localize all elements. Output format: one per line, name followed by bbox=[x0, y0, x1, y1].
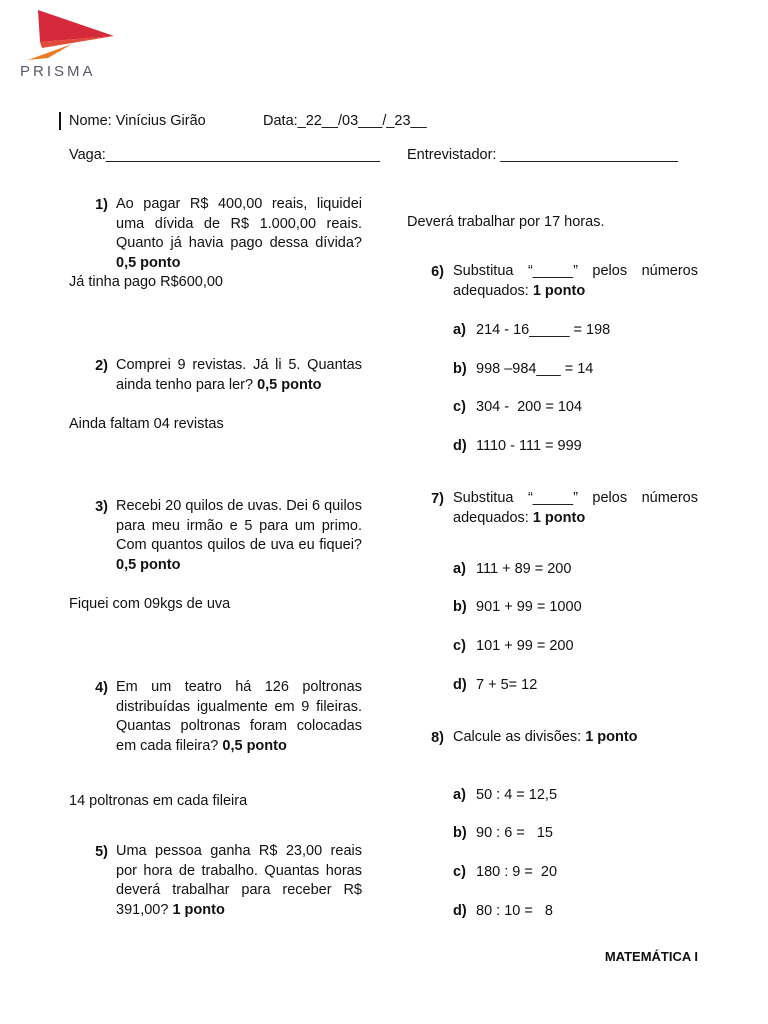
question-text: Substitua “_____” pelos números adequados: bbox=[453, 490, 698, 526]
question-number: 8) bbox=[431, 730, 444, 746]
answer-4: 14 poltronas em cada fileira bbox=[69, 793, 248, 809]
question-number: 4) bbox=[95, 680, 108, 696]
name-field: Nome: Vinícius Girão bbox=[69, 113, 206, 129]
item-text: 90 : 6 = 15 bbox=[476, 825, 553, 841]
item-text: 50 : 4 = 12,5 bbox=[476, 787, 558, 803]
header-bar bbox=[59, 112, 61, 130]
answer-3: Fiquei com 09kgs de uva bbox=[69, 596, 231, 612]
question-points: 0,5 ponto bbox=[222, 737, 287, 754]
question-number: 2) bbox=[95, 358, 108, 374]
question-number: 5) bbox=[95, 844, 108, 860]
question-number: 1) bbox=[95, 197, 108, 213]
question-points: 0,5 ponto bbox=[116, 556, 181, 573]
question-number: 7) bbox=[431, 491, 444, 507]
item-letter: b) bbox=[453, 825, 467, 841]
question-points: 1 ponto bbox=[172, 901, 225, 918]
question-text: Uma pessoa ganha R$ 23,00 reais por hora de trabalho. Quantas horas deverá trabalhar para receber R$ 391,00? bbox=[116, 843, 362, 918]
question-6-text bbox=[453, 262, 698, 301]
question-text: Ao pagar R$ 400,00 reais, liquidei uma dívida de R$ 1.000,00 reais. Quanto já havia pago dessa dívida? bbox=[116, 196, 362, 252]
entrevistador-field: Entrevistador: ______________________ bbox=[407, 147, 678, 163]
item-text: 304 - 200 = 104 bbox=[476, 399, 583, 415]
question-2-text bbox=[116, 356, 362, 395]
item-letter: a) bbox=[453, 787, 466, 803]
question-1-text bbox=[116, 195, 362, 273]
question-text: Calcule as divisões: bbox=[453, 729, 582, 745]
footer-subject: MATEMÁTICA I bbox=[604, 949, 698, 964]
question-3-text bbox=[116, 497, 362, 575]
item-letter: c) bbox=[453, 399, 466, 415]
question-8-text bbox=[453, 728, 698, 748]
question-4-text bbox=[116, 678, 362, 756]
question-points: 1 ponto bbox=[532, 282, 586, 299]
question-number: 6) bbox=[431, 264, 444, 280]
answer-5: Deverá trabalhar por 17 horas. bbox=[407, 214, 605, 230]
item-letter: d) bbox=[453, 903, 467, 919]
question-text: Recebi 20 quilos de uvas. Dei 6 quilos para meu irmão e 5 para um primo. Com quantos quilos de uva eu fiquei? bbox=[116, 498, 362, 554]
question-7-text bbox=[453, 489, 698, 528]
item-text: 80 : 10 = 8 bbox=[476, 903, 553, 919]
question-text: Substitua “_____” pelos números adequados: bbox=[453, 263, 698, 299]
item-letter: b) bbox=[453, 361, 467, 377]
item-text: 998 –984___ = 14 bbox=[476, 361, 594, 377]
item-letter: c) bbox=[453, 864, 466, 880]
question-5-text bbox=[116, 842, 362, 920]
question-points: 0,5 ponto bbox=[116, 254, 181, 271]
item-letter: a) bbox=[453, 561, 466, 577]
item-letter: a) bbox=[453, 322, 466, 338]
item-text: 101 + 99 = 200 bbox=[476, 638, 574, 654]
logo-wordmark: PRISMA bbox=[20, 63, 96, 80]
question-number: 3) bbox=[95, 499, 108, 515]
item-letter: d) bbox=[453, 438, 467, 454]
question-points: 1 ponto bbox=[532, 509, 586, 526]
date-field: Data:_22__/03___/_23__ bbox=[263, 113, 427, 129]
item-text: 7 + 5= 12 bbox=[476, 677, 538, 693]
item-letter: d) bbox=[453, 677, 467, 693]
question-points: 1 ponto bbox=[585, 729, 638, 745]
item-text: 1110 - 111 = 999 bbox=[476, 438, 582, 454]
question-text: Em um teatro há 126 poltronas distribuídas igualmente em 9 fileiras. Quantas poltronas foram colocadas em cada fileira? bbox=[116, 679, 362, 754]
item-text: 111 + 89 = 200 bbox=[476, 561, 572, 577]
question-text: Comprei 9 revistas. Já li 5. Quantas ainda tenho para ler? bbox=[116, 357, 362, 393]
item-text: 214 - 16_____ = 198 bbox=[476, 322, 611, 338]
item-text: 180 : 9 = 20 bbox=[476, 864, 558, 880]
item-letter: b) bbox=[453, 599, 467, 615]
answer-1: Já tinha pago R$600,00 bbox=[69, 274, 223, 290]
item-text: 901 + 99 = 1000 bbox=[476, 599, 582, 615]
item-letter: c) bbox=[453, 638, 466, 654]
question-points: 0,5 ponto bbox=[257, 376, 322, 393]
vaga-field: Vaga:__________________________________ bbox=[69, 147, 380, 163]
answer-2: Ainda faltam 04 revistas bbox=[69, 416, 224, 432]
